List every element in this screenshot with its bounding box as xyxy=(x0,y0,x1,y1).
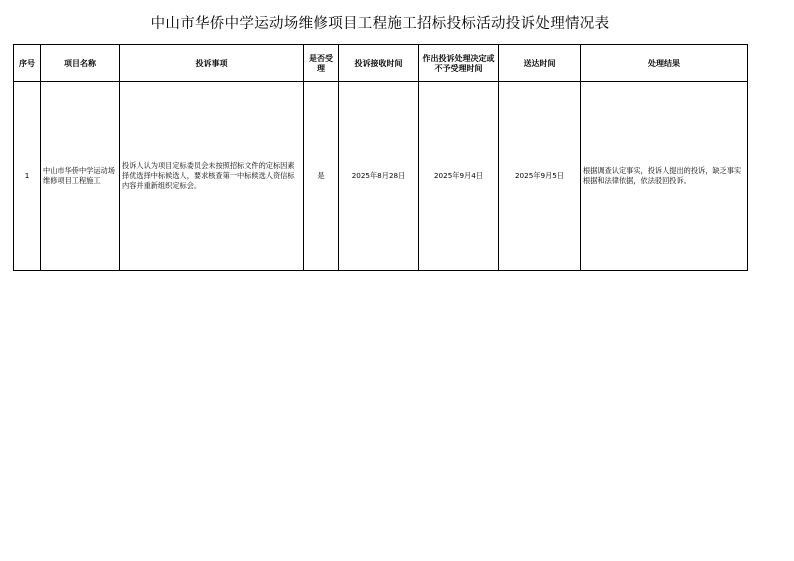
cell-complaint-matter: 投诉人认为项目定标委员会未按照招标文件的定标因素择优选择中标候选人，要求核查第一中标候选人资信标内容并重新组织定标会。 xyxy=(120,82,304,271)
table-row xyxy=(14,82,748,271)
page-title: 中山市华侨中学运动场维修项目工程施工招标投标活动投诉处理情况表 xyxy=(150,16,610,32)
complaint-table xyxy=(13,44,748,271)
header-received-time: 投诉接收时间 xyxy=(339,45,419,82)
cell-handling-result: 根据调查认定事实，投诉人提出的投诉，缺乏事实根据和法律依据，依法驳回投诉。 xyxy=(581,82,748,271)
cell-decision-time: 2025年9月4日 xyxy=(419,82,499,271)
header-row xyxy=(14,45,748,82)
cell-delivery-time: 2025年9月5日 xyxy=(499,82,581,271)
cell-received-time: 2025年8月28日 xyxy=(339,82,419,271)
header-decision-time: 作出投诉处理决定或不予受理时间 xyxy=(419,45,499,82)
cell-serial-number: 1 xyxy=(14,82,41,271)
header-serial-number: 序号 xyxy=(14,45,41,82)
header-complaint-matter: 投诉事项 xyxy=(120,45,304,82)
header-delivery-time: 送达时间 xyxy=(499,45,581,82)
header-project-name: 项目名称 xyxy=(41,45,120,82)
header-handling-result: 处理结果 xyxy=(581,45,748,82)
cell-project-name: 中山市华侨中学运动场维修项目工程施工 xyxy=(41,82,120,271)
cell-accepted: 是 xyxy=(304,82,339,271)
header-accepted: 是否受理 xyxy=(304,45,339,82)
